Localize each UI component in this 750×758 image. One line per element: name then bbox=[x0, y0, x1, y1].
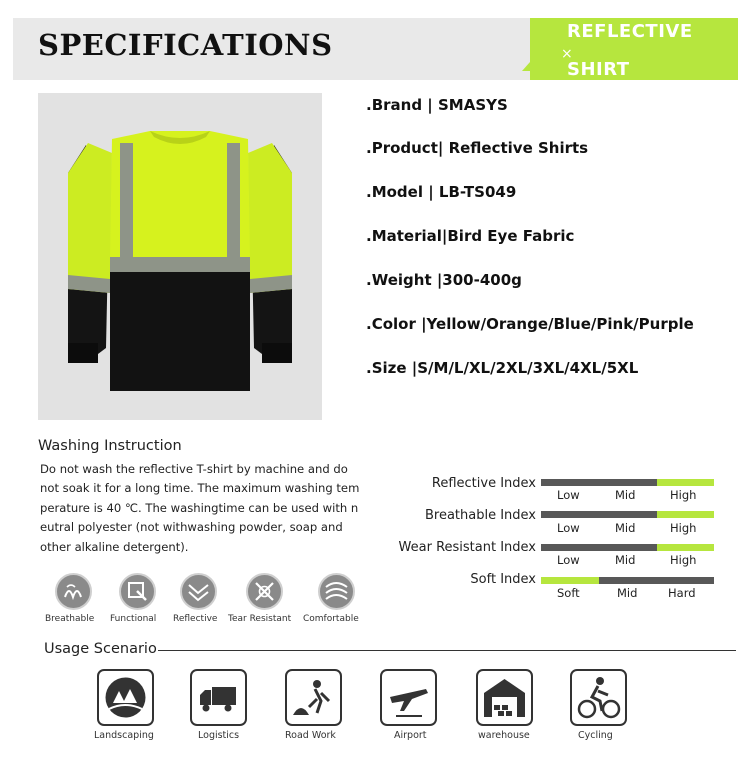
page-title: SPECIFICATIONS bbox=[38, 28, 333, 62]
reflective-icon bbox=[180, 573, 217, 610]
header-tab-separator: × bbox=[561, 46, 573, 62]
feature-label: Functional bbox=[110, 614, 157, 624]
header-tab-line2: SHIRT bbox=[567, 59, 630, 80]
spec-model: .Model | LB-TS049 bbox=[366, 183, 517, 201]
index-name-soft: Soft Index bbox=[470, 572, 536, 587]
index-label: Mid bbox=[615, 553, 636, 567]
header-tab-line1: REFLECTIVE bbox=[567, 21, 693, 42]
washing-text bbox=[40, 460, 370, 557]
feature-label: Tear Resistant bbox=[228, 614, 292, 624]
index-bar-wear-resistant bbox=[541, 544, 714, 551]
feature-label: Reflective bbox=[173, 614, 218, 624]
spec-size: .Size |S/M/L/XL/2XL/3XL/4XL/5XL bbox=[366, 359, 639, 377]
comfortable-icon bbox=[318, 573, 355, 610]
functional-icon bbox=[119, 573, 156, 610]
spec-material: .Material|Bird Eye Fabric bbox=[366, 227, 575, 245]
index-label: Mid bbox=[615, 488, 636, 502]
scenario-label: Logistics bbox=[198, 730, 240, 741]
scenario-label: Cycling bbox=[578, 730, 613, 741]
truck-icon bbox=[190, 669, 247, 726]
index-bar-soft bbox=[541, 577, 714, 584]
washing-line: Do not wash the reflective T-shirt by machine and do bbox=[40, 462, 348, 476]
washing-line: other alkaline detergent). bbox=[40, 539, 189, 554]
road-work-icon bbox=[285, 669, 342, 726]
spec-product: .Product| Reflective Shirts bbox=[366, 139, 589, 157]
reflective-shirt-illustration bbox=[38, 93, 322, 420]
washing-line: perature is 40 ℃. The washingtime can be used with n bbox=[40, 500, 359, 515]
index-name-breathable: Breathable Index bbox=[424, 508, 536, 523]
header-tab-notch bbox=[522, 62, 530, 71]
index-label: Soft bbox=[557, 586, 580, 600]
index-label: Low bbox=[557, 553, 580, 567]
washing-line: eutral polyester (not withwashing powder, soap and bbox=[40, 520, 343, 535]
scenario-label: Landscaping bbox=[94, 730, 154, 741]
product-image bbox=[38, 93, 322, 420]
tear-resistant-icon bbox=[246, 573, 283, 610]
usage-divider bbox=[158, 650, 736, 651]
scenario-label: Road Work bbox=[285, 730, 336, 741]
index-label: High bbox=[670, 553, 697, 567]
index-label: High bbox=[670, 521, 697, 535]
washing-title: Washing Instruction bbox=[38, 438, 182, 454]
index-name-reflective: Reflective Index bbox=[431, 476, 536, 491]
warehouse-icon bbox=[476, 669, 533, 726]
feature-label: Breathable bbox=[45, 614, 95, 624]
breathable-icon bbox=[55, 573, 92, 610]
landscaping-icon bbox=[97, 669, 154, 726]
scenario-label: Airport bbox=[394, 730, 427, 741]
cyclist-icon bbox=[570, 669, 627, 726]
index-label: Low bbox=[557, 521, 580, 535]
airplane-icon bbox=[380, 669, 437, 726]
spec-brand: .Brand | SMASYS bbox=[366, 96, 508, 114]
index-label: Low bbox=[557, 488, 580, 502]
index-label: High bbox=[670, 488, 697, 502]
index-label: Mid bbox=[617, 586, 638, 600]
index-name-wear-resistant: Wear Resistant Index bbox=[398, 540, 536, 555]
index-label: Hard bbox=[668, 586, 696, 600]
index-label: Mid bbox=[615, 521, 636, 535]
index-bar-reflective bbox=[541, 479, 714, 486]
scenario-label: warehouse bbox=[478, 730, 530, 741]
feature-label: Comfortable bbox=[303, 614, 359, 624]
spec-color: .Color |Yellow/Orange/Blue/Pink/Purple bbox=[366, 315, 694, 333]
washing-line: not soak it for a long time. The maximum washing tem bbox=[40, 481, 360, 496]
spec-weight: .Weight |300-400g bbox=[366, 271, 522, 289]
index-bar-breathable bbox=[541, 511, 714, 518]
usage-title: Usage Scenario bbox=[44, 641, 157, 657]
